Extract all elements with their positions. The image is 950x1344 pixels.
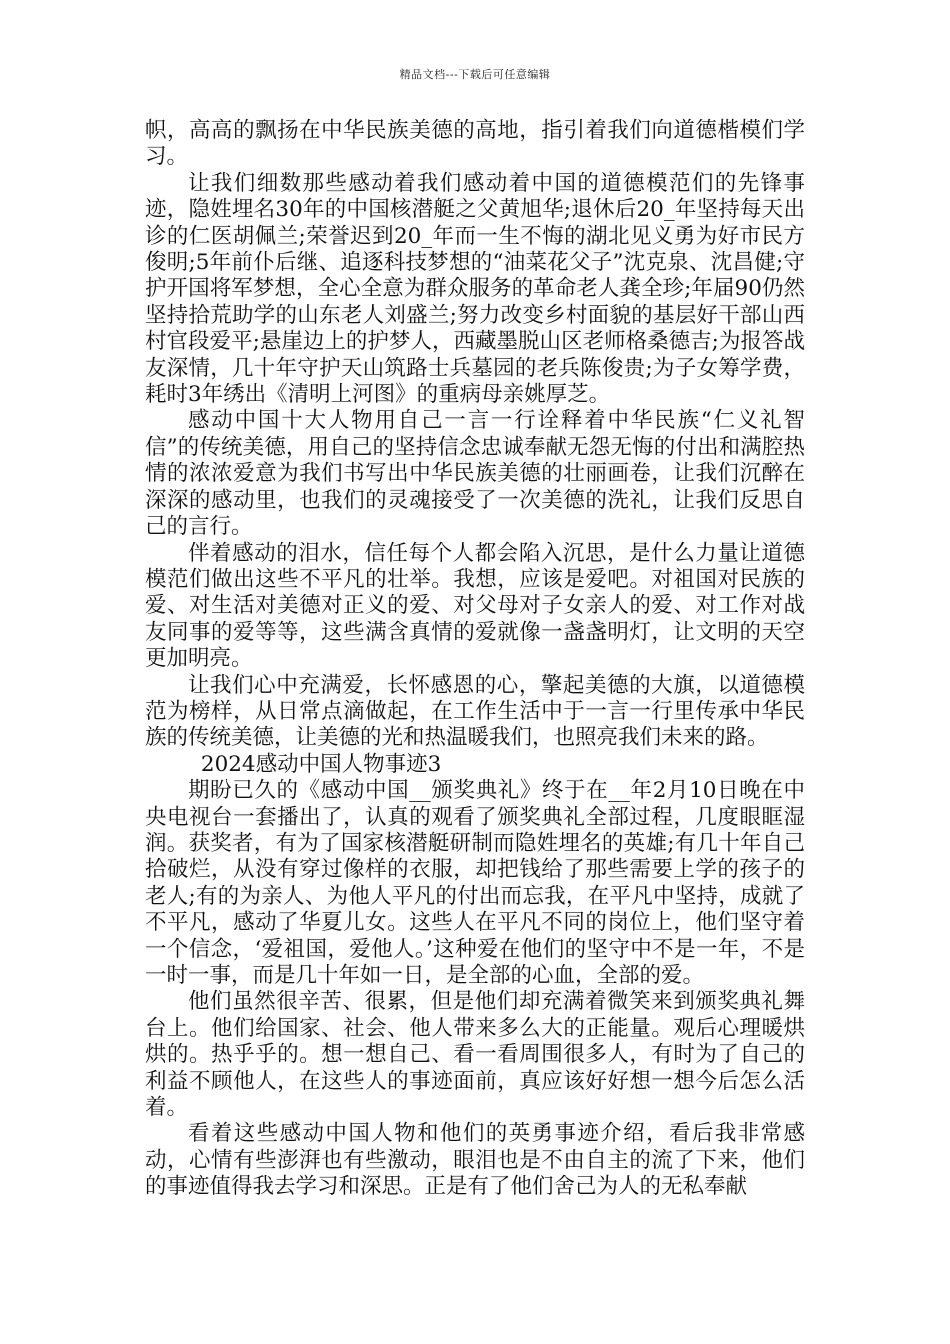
paragraph-positive-energy: 他们虽然很辛苦、很累，但是他们却充满着微笑来到颁奖典礼舞台上。他们给国家、社会、他人带来多么大的正能量。观后心理暖烘烘的。热乎乎的。想一想自己、看一看周围很多人，有时为了自己的利益不顾他人，在这些人的事迹面前，真应该好好想一想今后怎么活着。	[145, 989, 805, 1121]
paragraph-top-ten: 感动中国十大人物用自己一言一行诠释着中华民族“仁义礼智信”的传统美德，用自己的坚持信念忠诚奉献无怨无悔的付出和满腔热情的浓浓爱意为我们书写出中华民族美德的壮丽画卷，让我们沉醉在深深的感动里，也我们的灵魂接受了一次美德的洗礼，让我们反思自己的言行。	[145, 408, 805, 540]
section-heading: 2024感动中国人物事迹3	[200, 751, 442, 777]
paragraph-moral-models: 让我们细数那些感动着我们感动着中国的道德模范们的先锋事迹，隐姓埋名30年的中国核潜艇之父黄旭华;退休后20_年坚持每天出诊的仁医胡佩兰;荣誉迟到20_年而一生不悔的湖北见义勇为好市民方俊明;5年前仆后继、追逐科技梦想的“油菜花父子”沈克泉、沈昌健;守护开国将军梦想，全心全意为群众服务的革命老人龚全珍;年届90仍然坚持拾荒助学的山东老人刘盛兰;努力改变乡村面貌的基层好干部山西村官段爱平;悬崖边上的护梦人，西藏墨脱山区老师格桑德吉;为报答战友深情，几十年守护天山筑路士兵墓园的老兵陈俊贵;为子女筹学费，耗时3年绣出《清明上河图》的重病母亲姚厚芝。	[145, 170, 805, 408]
paragraph-fill-with-love: 让我们心中充满爱，长怀感恩的心，擎起美德的大旗，以道德模范为榜样，从日常点滴做起，在工作生活中于一言一行里传承中华民族的传统美德，让美德的光和热温暖我们，也照亮我们未来的路。	[145, 672, 805, 751]
paragraph-deeply-moved: 看着这些感动中国人物和他们的英勇事迹介绍，看后我非常感动，心情有些澎湃也有些激动，眼泪也是不由自主的流了下来，他们的事迹值得我去学习和深思。正是有了他们舍己为人的无私奉献	[145, 1121, 805, 1200]
page-header: 精品文档---下载后可任意编辑	[399, 68, 551, 81]
paragraph-continuation: 帜，高高的飘扬在中华民族美德的高地，指引着我们向道德楷模们学习。	[145, 118, 805, 170]
paragraph-awards-ceremony: 期盼已久的《感动中国__颁奖典礼》终于在__年2月10日晚在中央电视台一套播出了，认真的观看了颁奖典礼全部过程，几度眼眶湿润。获奖者，有为了国家核潜艇研制而隐姓埋名的英雄;有几十年自己拾破烂，从没有穿过像样的衣服，却把钱给了那些需要上学的孩子的老人;有的为亲人、为他人平凡的付出而忘我，在平凡中坚持，成就了不平凡，感动了华夏儿女。这些人在平凡不同的岗位上，他们坚守着一个信念，‘爱祖国，爱他人。’这种爱在他们的坚守中不是一年，不是一时一事，而是几十年如一日，是全部的心血，全部的爱。	[145, 778, 805, 988]
document-body	[145, 118, 805, 1201]
paragraph-tears-and-love: 伴着感动的泪水，信任每个人都会陷入沉思，是什么力量让道德模范们做出这些不平凡的壮举。我想，应该是爱吧。对祖国对民族的爱、对生活对美德对正义的爱、对父母对子女亲人的爱、对工作对战友同事的爱等等，这些满含真情的爱就像一盏盏明灯，让文明的天空更加明亮。	[145, 540, 805, 672]
